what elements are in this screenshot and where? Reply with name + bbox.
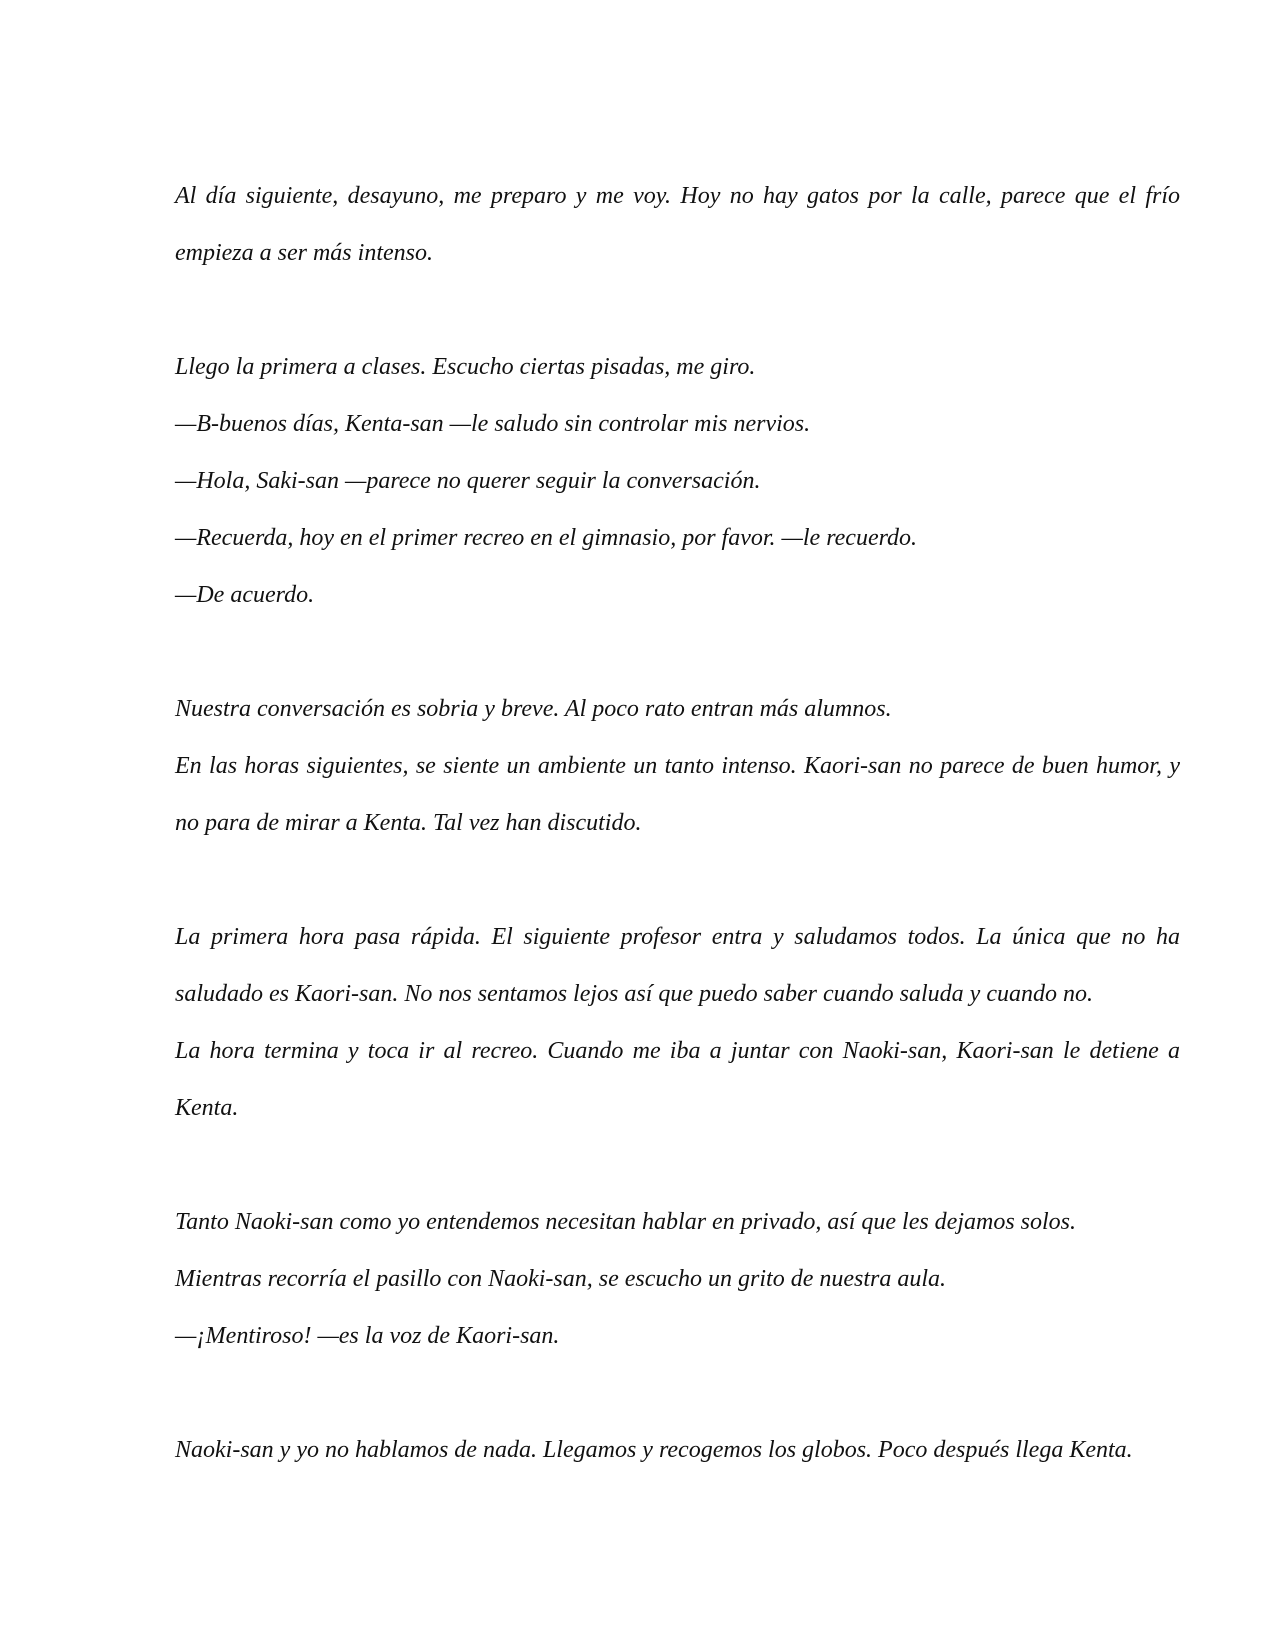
paragraph-1: Al día siguiente, desayuno, me preparo y me voy. Hoy no hay gatos por la calle, parece que el frío empieza a ser más intenso. — [175, 183, 1180, 266]
paragraph-5: La primera hora pasa rápida. El siguiente profesor entra y saludamos todos. La única que no ha saludado es Kaori-san. No nos sentamos lejos así que puedo saber cuando saluda y cuando no. — [175, 924, 1180, 1007]
paragraph-gap — [175, 1365, 1180, 1422]
paragraph-4: En las horas siguientes, se siente un ambiente un tanto intenso. Kaori-san no parece de buen humor, y no para de mirar a Kenta. Tal vez han discutido. — [175, 753, 1180, 836]
dialogue-line: —B-buenos días, Kenta-san —le saludo sin controlar mis nervios. — [175, 411, 811, 437]
paragraph-6: La hora termina y toca ir al recreo. Cuando me iba a juntar con Naoki-san, Kaori-san le detiene a Kenta. — [175, 1038, 1180, 1121]
paragraph-gap — [175, 852, 1180, 909]
body-text — [175, 168, 1180, 1479]
dialogue-line: —¡Mentiroso! —es la voz de Kaori-san. — [175, 1323, 560, 1349]
paragraph-gap — [175, 282, 1180, 339]
paragraph-8: Mientras recorría el pasillo con Naoki-san, se escucho un grito de nuestra aula. — [175, 1266, 947, 1292]
paragraph-9: Naoki-san y yo no hablamos de nada. Llegamos y recogemos los globos. Poco después llega Kenta. — [175, 1437, 1133, 1463]
paragraph-2: Llego la primera a clases. Escucho ciertas pisadas, me giro. — [175, 354, 756, 380]
paragraph-gap — [175, 1137, 1180, 1194]
paragraph-3: Nuestra conversación es sobria y breve. Al poco rato entran más alumnos. — [175, 696, 892, 722]
dialogue-line: —De acuerdo. — [175, 582, 315, 608]
paragraph-gap — [175, 624, 1180, 681]
dialogue-line: —Recuerda, hoy en el primer recreo en el gimnasio, por favor. —le recuerdo. — [175, 525, 918, 551]
dialogue-line: —Hola, Saki-san —parece no querer seguir la conversación. — [175, 468, 761, 494]
paragraph-7: Tanto Naoki-san como yo entendemos necesitan hablar en privado, así que les dejamos solos. — [175, 1209, 1077, 1235]
